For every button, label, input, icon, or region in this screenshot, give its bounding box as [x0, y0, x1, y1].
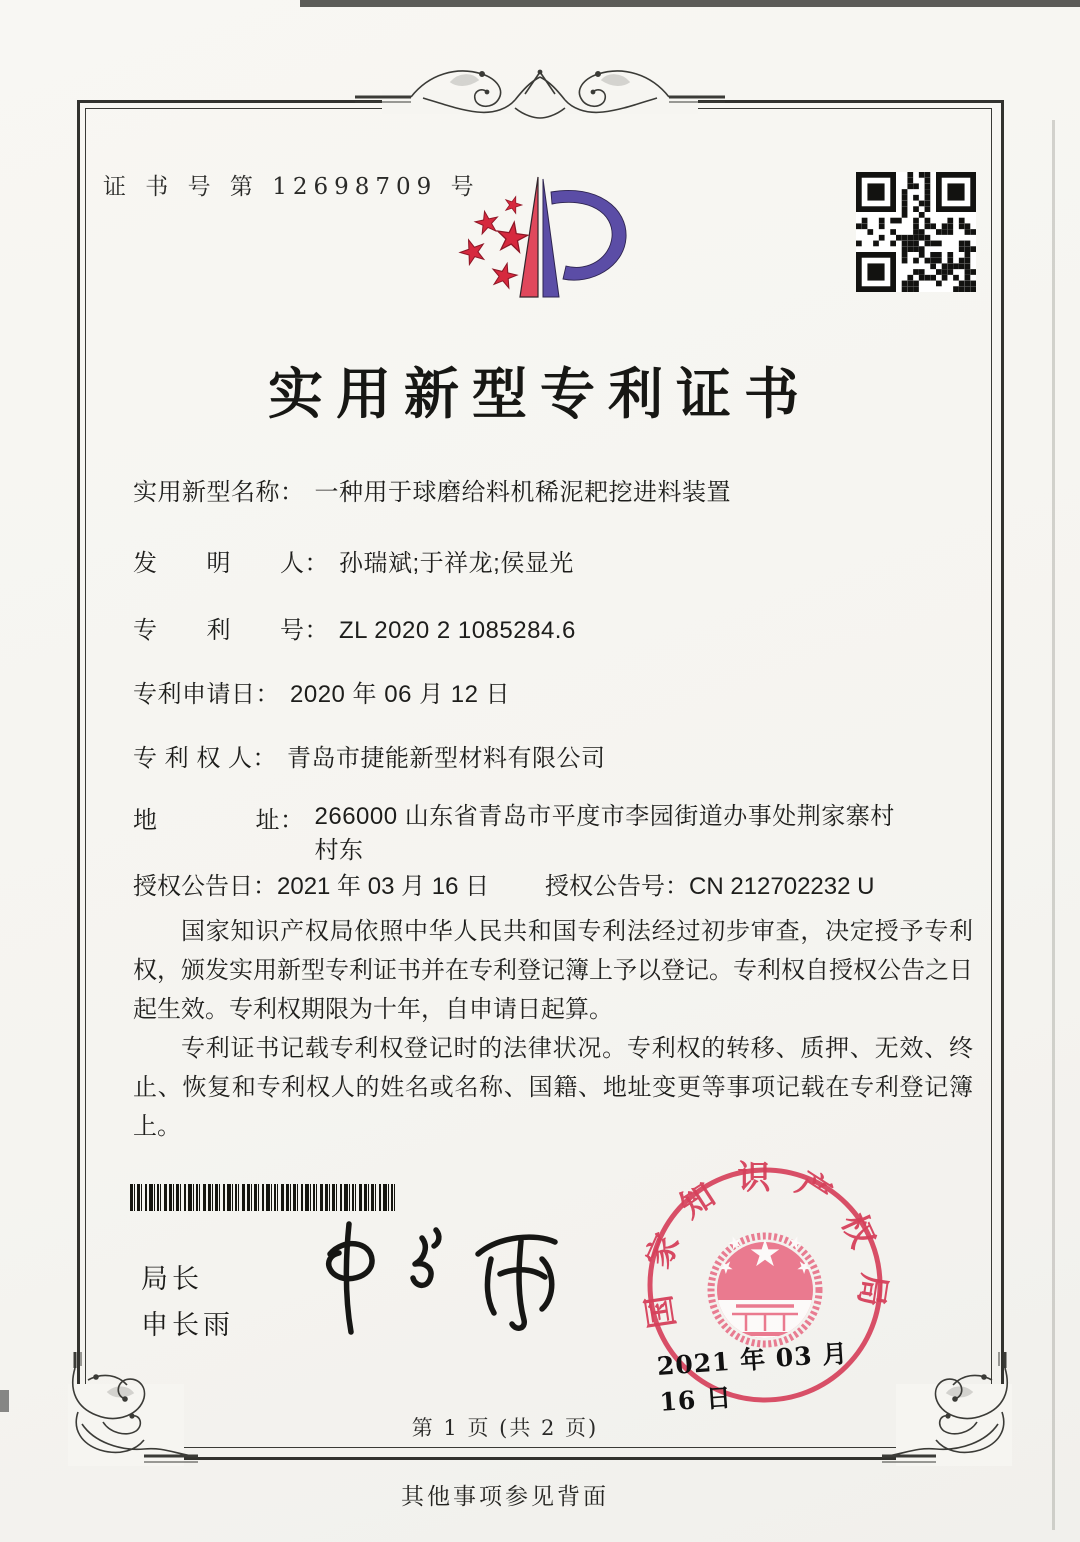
commissioner-name: 申长雨 [141, 1310, 234, 1340]
barcode [128, 1184, 400, 1211]
field-address [133, 800, 915, 868]
field-label: 授权公告号： [545, 873, 689, 900]
national-emblem-icon [711, 1234, 819, 1344]
legal-paragraph: 专利证书记载专利权登记时的法律状况。专利权的转移、质押、无效、终止、恢复和专利权人的姓名或名称、国籍、地址变更等事项记载在专利登记簿上。 [133, 1034, 973, 1140]
field-grant-number [545, 866, 874, 901]
photo-edge-speck [0, 1390, 9, 1412]
field-filing-date [133, 674, 510, 709]
field-value: 266000 山东省青岛市平度市李园街道办事处荆家寨村村东 [314, 803, 895, 864]
field-value: 2021 年 03 月 16 日 [277, 873, 490, 900]
frame-ornament-bottom-left-icon [48, 1352, 198, 1470]
field-inventors [133, 543, 574, 578]
field-label: 专 利 权 人： [133, 745, 278, 772]
commissioner-title: 局长 [141, 1264, 203, 1294]
commissioner-signature [285, 1212, 585, 1342]
commissioner-block [141, 1256, 234, 1348]
page-number: 第 1 页 (共 2 页) [411, 1416, 599, 1440]
photo-right-shadow [1052, 120, 1055, 1530]
field-label: 发 明 人： [133, 550, 329, 577]
cnipa-logo-icon [425, 160, 655, 315]
field-value: CN 212702232 U [689, 873, 875, 900]
seal-agency-text: 国家知识产权局 [636, 1158, 894, 1331]
field-label: 地 址： [133, 807, 305, 834]
frame-ornament-top-icon [355, 52, 725, 128]
field-value: ZL 2020 2 1085284.6 [339, 617, 576, 644]
field-label: 专 利 号： [133, 617, 329, 644]
field-patentee [133, 738, 606, 773]
field-utility-model-name [133, 472, 731, 507]
seal-date: 2021 年 03 月 16 日 [656, 1338, 850, 1417]
field-value: 2020 年 06 月 12 日 [290, 681, 511, 708]
field-patent-number [133, 610, 576, 645]
certificate-number: 证 书 号 第 12698709 号 [103, 174, 480, 200]
back-side-note: 其他事项参见背面 [401, 1484, 609, 1510]
certificate-title: 实用新型专利证书 [267, 361, 812, 426]
photo-top-edge [300, 0, 1080, 7]
legal-paragraph: 国家知识产权局依照中华人民共和国专利法经过初步审查，决定授予专利权，颁发实用新型专利证书并在专利登记簿上予以登记。专利权自授权公告之日起生效。专利权期限为十年，自申请日起算。 [133, 917, 973, 1023]
field-label: 授权公告日： [133, 873, 277, 900]
field-label: 实用新型名称： [133, 479, 305, 506]
legal-text [133, 912, 973, 1146]
field-value: 青岛市捷能新型材料有限公司 [287, 745, 606, 772]
qr-code [856, 172, 976, 292]
field-label: 专利申请日： [133, 681, 280, 708]
field-value: 孙瑞斌;于祥龙;侯显光 [339, 550, 574, 577]
field-value: 一种用于球磨给料机稀泥耙挖进料装置 [314, 479, 731, 506]
field-grant-date [133, 866, 489, 901]
